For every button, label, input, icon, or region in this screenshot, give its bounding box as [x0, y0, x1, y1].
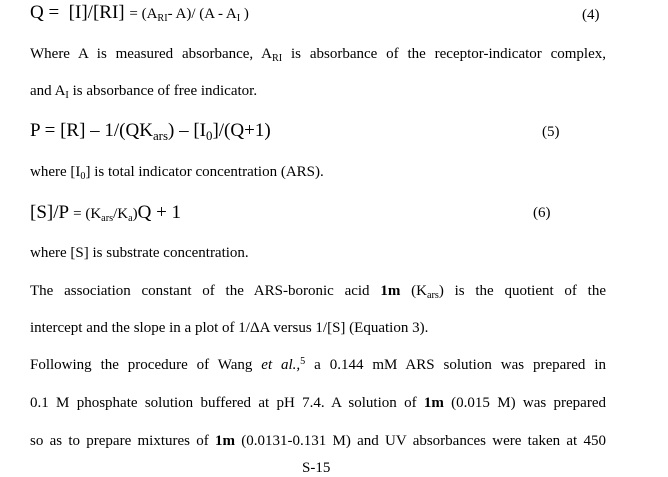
equation-6-number: (6)	[533, 205, 551, 221]
equation-4-number: (4)	[582, 7, 600, 23]
paragraph-where-s: where [S] is substrate concentration.	[30, 245, 249, 261]
equation-4: $Q = [I]/[RI] = (A_{RI}-$ A)/ ($A - A_I$ )	[30, 2, 249, 25]
paragraph-intercept: intercept and the slope in a plot of 1/ΔA versus 1/[S] (Equation 3).	[30, 320, 429, 336]
paragraph-where-a: Where A is measured absorbance, $A_{RI}$ is absorbance of the receptor-indicator complex,	[30, 46, 607, 65]
equation-6: $[S]/P = (K_{ars}/K_a)Q + 1$	[30, 202, 182, 225]
paragraph-following-3: so as to prepare mixtures of 1m (0.0131-0.131 M) and UV absorbances were taken at 450	[30, 433, 606, 449]
equation-5-number: (5)	[542, 124, 560, 140]
paragraph-following-1: Following the procedure of Wang et al.,$^5$ a 0.144 mM ARS solution was prepared in	[30, 355, 606, 373]
paragraph-where-i0: where $[I_0]$ is total indicator concentration (ARS).	[30, 164, 324, 183]
paragraph-following-2: 0.1 M phosphate solution buffered at pH 7.4. A solution of 1m (0.015 M) was prepared	[30, 395, 606, 411]
paragraph-association: The association constant of the ARS-boronic acid 1m $(K_{ars})$ is the quotient of the	[30, 283, 607, 302]
page-number: S-15	[302, 460, 331, 476]
equation-5: $P = [R] - 1/(QK_{ars}) - [I_0]/(Q+1)$	[30, 120, 271, 143]
paragraph-and-ai: and $A_I$ is absorbance of free indicator.	[30, 83, 258, 102]
